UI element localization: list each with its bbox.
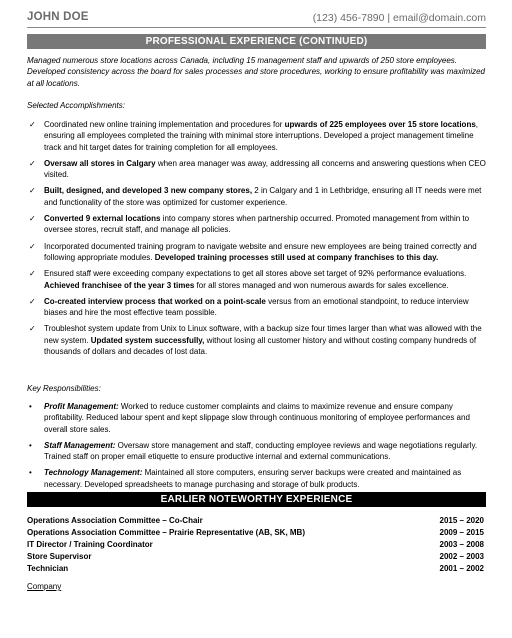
- responsibility-text-segment: Profit Management:: [44, 402, 119, 411]
- accomplishment-item: [27, 158, 486, 181]
- responsibilities-label: Key Responsibilities:: [27, 384, 101, 393]
- accomplishment-text-segment: Troubleshot system update from Unix to Linux software, with a backup size four times larger than what was allowed with the new system.: [44, 324, 482, 345]
- checkmark-icon: ✓: [29, 324, 36, 334]
- checkmark-icon: ✓: [29, 120, 36, 129]
- role-title: IT Director / Training Coordinator: [27, 540, 153, 549]
- accomplishment-item: [27, 185, 486, 208]
- accomplishment-text-segment: Developed training processes still used at company franchises to this day.: [154, 252, 439, 262]
- responsibility-item: [27, 467, 486, 490]
- resume-header: [27, 9, 486, 27]
- role-row: [27, 551, 486, 563]
- bullet-icon: •: [29, 402, 32, 411]
- accomplishment-text-segment: when area manager was away, addressing all concerns and answering questions when CEO visited.: [44, 158, 486, 180]
- accomplishment-text-segment: without losing all customer history and without costing company hundreds of thousands of dollars and decades of lost data.: [44, 335, 477, 357]
- accomplishments-label: Selected Accomplishments:: [27, 101, 125, 110]
- role-title: Store Supervisor: [27, 552, 92, 561]
- role-row: [27, 527, 486, 539]
- accomplishment-text-segment: Built, designed, and developed 3 new company stores,: [44, 186, 253, 196]
- accomplishment-text-segment: Oversaw all stores in Calgary: [44, 158, 156, 168]
- responsibility-text-segment: Oversaw store management and staff, conducting employee reviews and wage negotiations regularly. Trained staff on proper email etiquette to ensure productive internal and external communications.: [44, 440, 478, 462]
- section-title-earlier-experience: EARLIER NOTEWORTHY EXPERIENCE: [27, 492, 486, 507]
- role-dates: 2015 – 2020: [439, 516, 484, 525]
- accomplishment-item: [27, 213, 486, 236]
- role-row: [27, 539, 486, 551]
- accomplishment-text-segment: 2 in Calgary and 1 in Lethbridge, ensuring all IT needs were met and functionality of the store was optimized for customer experience.: [44, 186, 482, 207]
- role-dates: 2001 – 2002: [439, 564, 484, 573]
- bullet-icon: •: [29, 468, 32, 478]
- accomplishment-text-segment: Converted 9 external locations: [44, 214, 161, 224]
- bullet-icon: •: [29, 440, 32, 450]
- role-dates: 2003 – 2008: [439, 540, 484, 549]
- role-dates: 2002 – 2003: [439, 552, 484, 561]
- header-divider: [27, 27, 486, 28]
- role-row: [27, 563, 486, 575]
- accomplishment-text-segment: Co-created interview process that worked on a point-scale: [44, 296, 266, 306]
- checkmark-icon: ✓: [29, 269, 36, 279]
- accomplishment-text-segment: Ensured staff were exceeding company expectations to get all stores above set target of 92% performance evaluations.: [44, 269, 467, 279]
- accomplishment-text-segment: for all stores managed and won numerous awards for sales excellence.: [194, 280, 449, 290]
- earlier-roles-list: [27, 515, 486, 575]
- accomplishment-text-segment: , ensuring all employees completed the training with minimal store interruptions. Developed a project management timeline track and hit target dates for training completion for all employees.: [44, 120, 479, 152]
- accomplishment-text-segment: Incorporated documented training program to navigate website and ensure new employees are being trained correctly and following appropriate modules.: [44, 241, 477, 262]
- role-row: [27, 515, 486, 527]
- checkmark-icon: ✓: [29, 214, 36, 224]
- role-dates: 2009 – 2015: [439, 528, 484, 537]
- role-title: Operations Association Committee – Co-Chair: [27, 516, 203, 525]
- accomplishment-item: [27, 323, 486, 357]
- accomplishment-item: [27, 268, 486, 291]
- checkmark-icon: ✓: [29, 158, 36, 168]
- responsibility-text-segment: Maintained all store computers, ensuring server backups were created and maintained as necessary. Developed spreadsheets to manage purchasing and storage of bulk products.: [44, 468, 462, 489]
- accomplishments-list: [27, 119, 486, 362]
- responsibilities-list: [27, 401, 486, 495]
- checkmark-icon: ✓: [29, 186, 36, 196]
- accomplishment-text-segment: Achieved franchisee of the year 3 times: [44, 280, 195, 290]
- accomplishment-text-segment: Updated system successfully,: [90, 335, 205, 345]
- experience-intro: Managed numerous store locations across Canada, including 15 management staff and upwards of 250 store employees. Developed consistency across the board for sales processes and store procedures, working to ensure profitability was maximized at all locations.: [27, 56, 485, 88]
- accomplishment-text-segment: versus from an emotional standpoint, to reduce interview biases and hire the most effective team possible.: [44, 296, 469, 318]
- checkmark-icon: ✓: [29, 296, 36, 306]
- accomplishment-text-segment: upwards of 225 employees over 15 store locations: [284, 120, 476, 129]
- responsibility-text-segment: Technology Management:: [44, 468, 143, 478]
- accomplishment-text-segment: Coordinated new online training implementation and procedures for: [44, 120, 285, 129]
- accomplishment-text-segment: into company stores when partnership occurred. Promoted management from within to oversee stores, recruit staff, and manage all policies.: [44, 214, 470, 235]
- accomplishment-item: [27, 296, 486, 319]
- section-title-professional-experience: PROFESSIONAL EXPERIENCE (CONTINUED): [27, 34, 486, 49]
- contact-info: (123) 456-7890 | email@domain.com: [312, 12, 486, 24]
- role-title: Technician: [27, 564, 69, 573]
- responsibility-item: [27, 401, 486, 435]
- responsibility-text-segment: Staff Management:: [44, 440, 116, 450]
- responsibility-item: [27, 440, 486, 463]
- candidate-name: JOHN DOE: [27, 11, 89, 23]
- responsibility-text-segment: Worked to reduce customer complaints and claims to maximize revenue and ensure company profitability. Reduced labour spent and kept slippage slow through continuous monitoring of employee performances and overall store sales.: [44, 402, 470, 434]
- accomplishment-item: [27, 241, 486, 264]
- role-title: Operations Association Committee – Prairie Representative (AB, SK, MB): [27, 528, 305, 537]
- accomplishment-item: [27, 119, 486, 153]
- company-link[interactable]: Company: [27, 582, 62, 591]
- checkmark-icon: ✓: [29, 241, 36, 251]
